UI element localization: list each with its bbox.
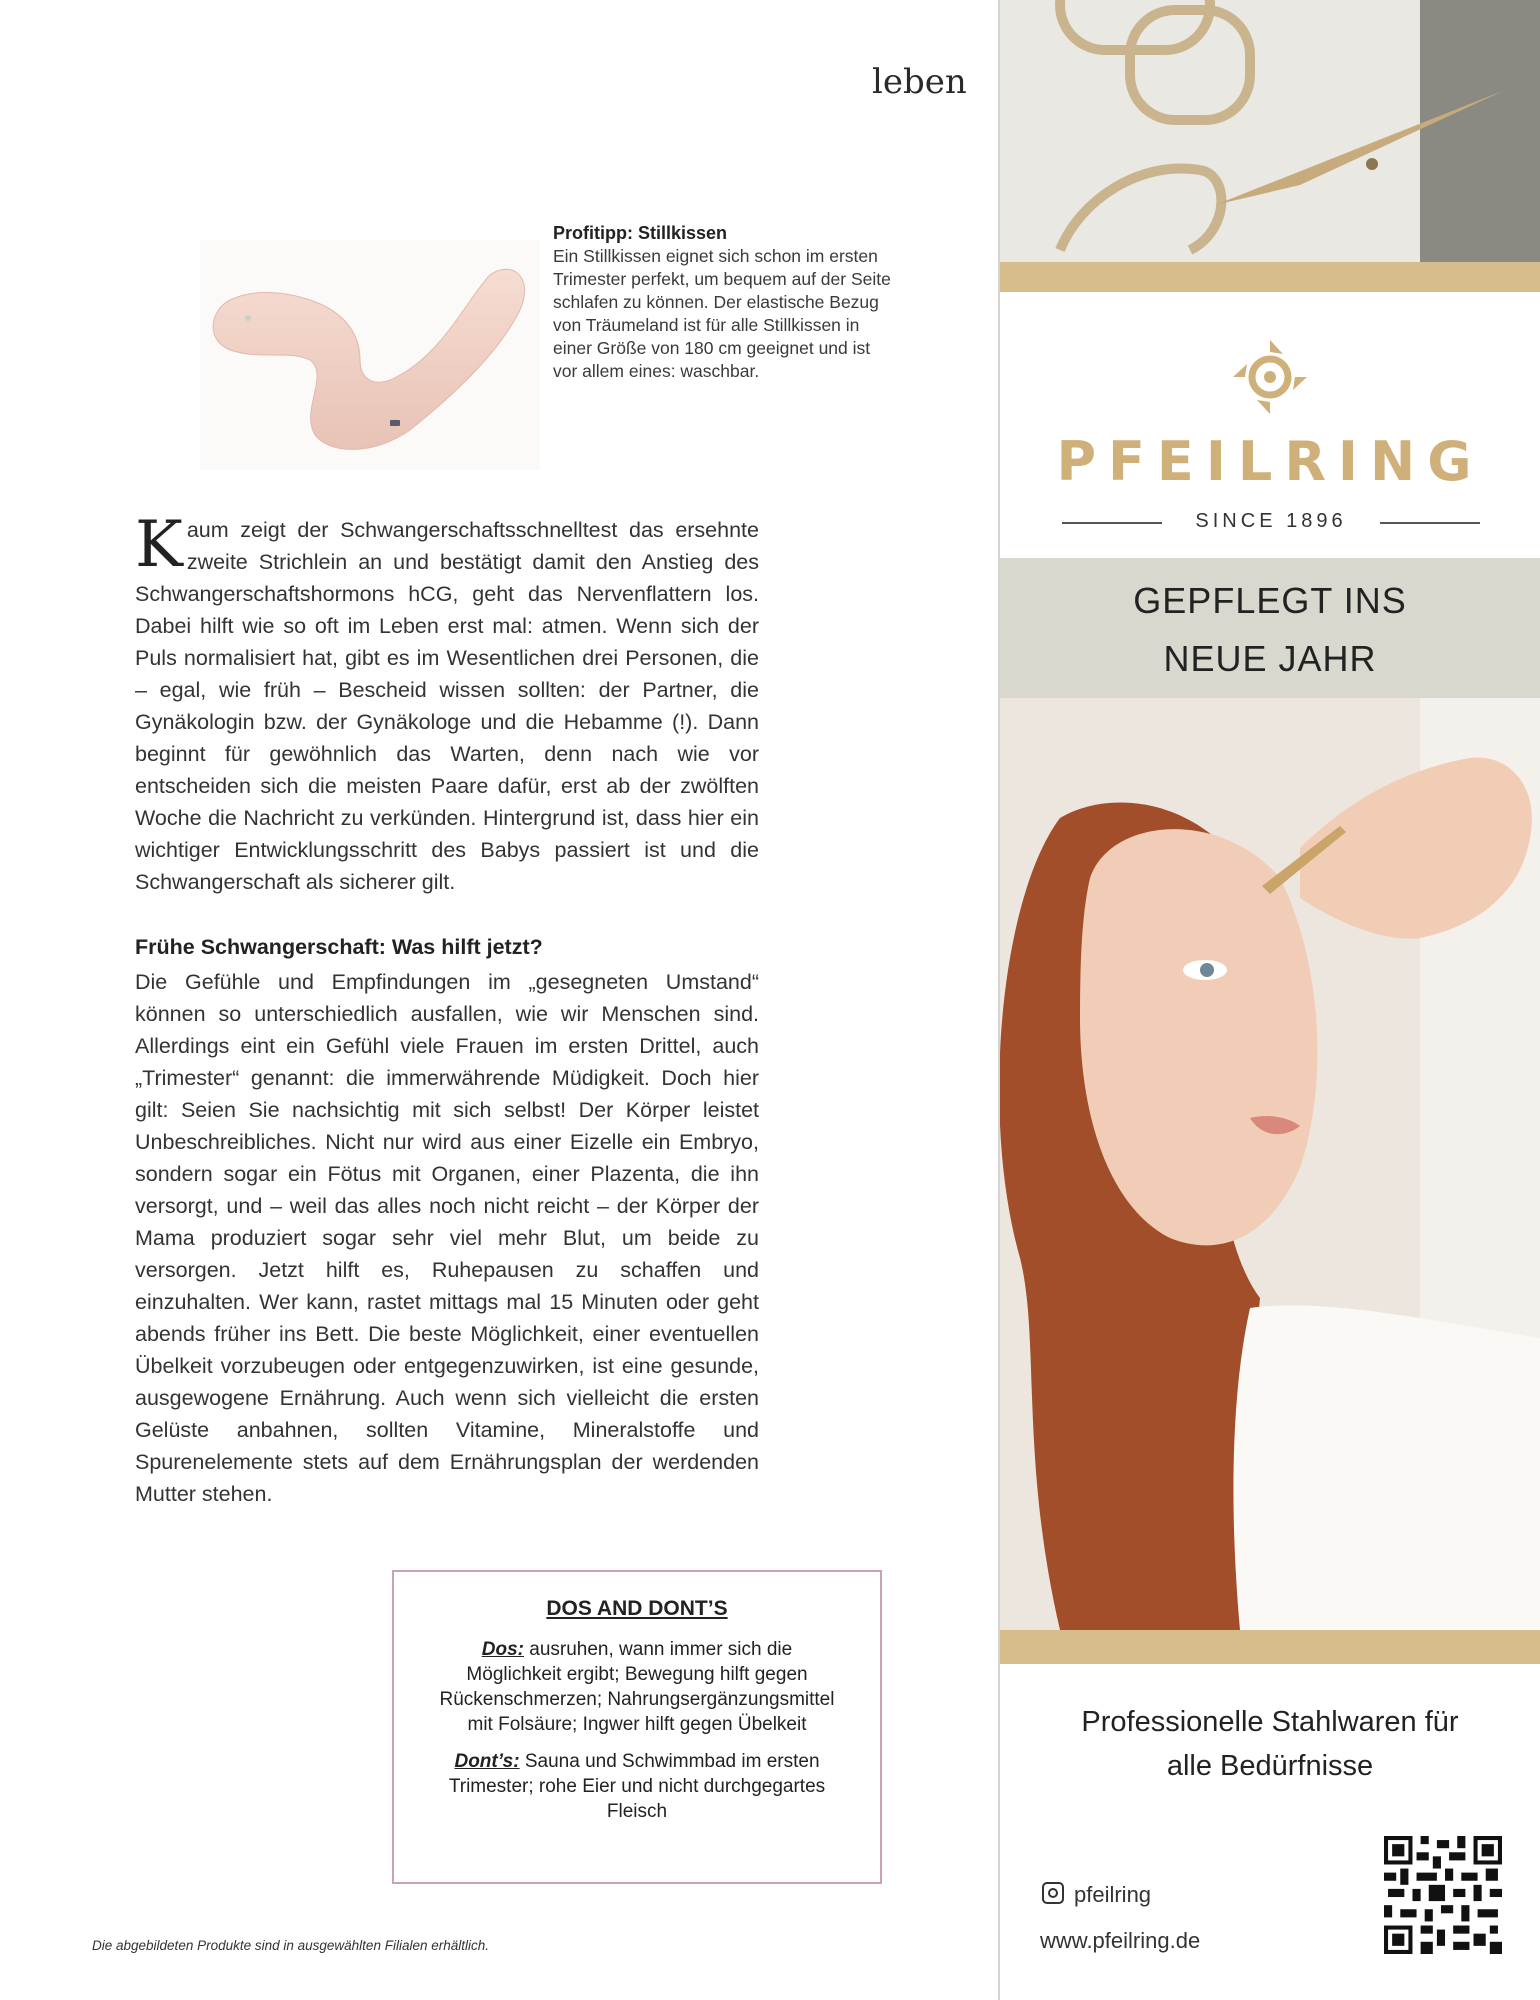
dos-donts-title: DOS AND DONT’S (546, 1597, 728, 1620)
ad-headline-line1: GEPFLEGT INS (1133, 580, 1407, 621)
scissors-photo (1000, 0, 1540, 262)
instagram-text: pfeilring (1074, 1882, 1152, 1907)
stillkissen-image (200, 240, 540, 470)
dos-text: ausruhen, wann immer sich die Möglichkeit ergibt; Bewegung hilft gegen Rückenschmerzen; Nahrungsergänzungsmittel mit Folsäure; Ingwer hilft gegen Übelkeit (439, 1639, 835, 1735)
instagram-handle[interactable] (1042, 1882, 1151, 1908)
ad-claim-line2: alle Bedürfnisse (1166, 1750, 1374, 1782)
donts-paragraph (434, 1749, 840, 1824)
ad-headline-line2: NEUE JAHR (1163, 638, 1377, 679)
pfeilring-advertisement (998, 0, 1540, 2000)
dos-paragraph (434, 1637, 840, 1737)
qr-code-icon[interactable] (1384, 1836, 1502, 1954)
pfeilring-logo-icon (1225, 332, 1315, 422)
ad-claim (1000, 1700, 1540, 1788)
woman-tweezers-photo (1000, 698, 1540, 1630)
ad-claim-line1: Professionelle Stahlwaren für (1081, 1706, 1459, 1738)
ad-headline (1000, 558, 1540, 698)
instagram-icon (1042, 1882, 1064, 1904)
product-tip-title: Profitipp: Stillkissen (553, 223, 728, 243)
website-link[interactable]: www.pfeilring.de (1040, 1928, 1201, 1953)
since-line (1062, 510, 1480, 534)
article-intro (135, 508, 759, 898)
portrait-illustration (1000, 698, 1540, 1630)
scissors-illustration (1000, 0, 1540, 262)
article-body: Die Gefühle und Empfindungen im „gesegneten Umstand“ können so unterschiedlich ausfallen, wie wir Menschen sind. Allerdings eint ein Gefühl viele Frauen im ersten Drittel, auch „Trimester“ genannt: die immerwährende Müdigkeit. Doch hier gilt: Seien Sie nachsichtig mit sich selbst! Der Körper leistet Unbeschreibliches. Nicht nur wird aus einer Eizelle ein Embryo, sondern sogar ein Fötus mit Organen, einer Plazenta, die ihn versorgt, und – weil das alles noch nicht reicht – der Körper der Mama produziert sogar sehr viel mehr Blut, um beide zu versorgen. Jetzt hilft es, Ruhepausen zu schaffen und einzuhalten. Wer kann, rastet mittags mal 15 Minuten oder geht abends früher ins Bett. Die beste Möglichkeit, einer eventuellen Übelkeit vorzubeugen oder entgegenzuwirken, ist eine gesunde, ausgewogene Ernährung. Auch wenn sich vielleicht die ersten Gelüste anbahnen, sollten Vitamine, Mineralstoffe und Spurenelemente stets auf dem Ernährungsplan der werdenden Mutter stehen. (135, 970, 759, 1506)
drop-cap: K (135, 508, 183, 582)
article-subheading: Frühe Schwangerschaft: Was hilft jetzt? (135, 935, 543, 959)
section-label: leben (872, 62, 967, 102)
product-tip (553, 222, 893, 383)
gold-band-top (1000, 262, 1540, 292)
footnote: Die abgebildeten Produkte sind in ausgewählten Filialen erhältlich. (92, 1938, 489, 1953)
nursing-pillow-illustration (200, 240, 540, 470)
dos-and-donts-box (392, 1570, 882, 1884)
brand-logo-area (1000, 292, 1540, 558)
donts-text: Sauna und Schwimmbad im ersten Trimester; rohe Eier und nicht durchgegartes Fleisch (448, 1751, 826, 1822)
since-text: SINCE 1896 (1195, 510, 1347, 532)
gold-band-bottom (1000, 1630, 1540, 1664)
dos-label: Dos: (481, 1639, 524, 1660)
brand-name: PFEILRING (1056, 430, 1484, 493)
product-tip-text: Ein Stillkissen eignet sich schon im ersten Trimester perfekt, um bequem auf der Seite schlafen zu können. Der elastische Bezug von Träumeland ist für alle Stillkissen in einer Größe von 180 cm geeignet und ist vor allem eines: waschbar. (553, 246, 891, 381)
divider-right (1380, 522, 1480, 524)
article-intro-text: aum zeigt der Schwangerschaftsschnelltest das ersehnte zweite Strichlein an und bestätigt damit den Anstieg des Schwangerschaftshormons hCG, geht das Nervenflattern los. Dabei hilft wie so oft im Leben erst mal: atmen. Wenn sich der Puls normalisiert hat, gibt es im Wesentlichen drei Personen, die – egal, wie früh – Bescheid wissen sollten: der Partner, die Gynäkologin bzw. der Gynäkologe und die Hebamme (!). Dann beginnt für gewöhnlich das Warten, denn nach wie vor entscheiden sich die meisten Paare dafür, erst ab der zwölften Woche die Nachricht zu verkünden. Hintergrund ist, dass hier ein wichtiger Entwicklungsschritt des Babys passiert ist und die Schwangerschaft als sicherer gilt. (135, 518, 759, 894)
donts-label: Dont’s: (454, 1751, 520, 1772)
